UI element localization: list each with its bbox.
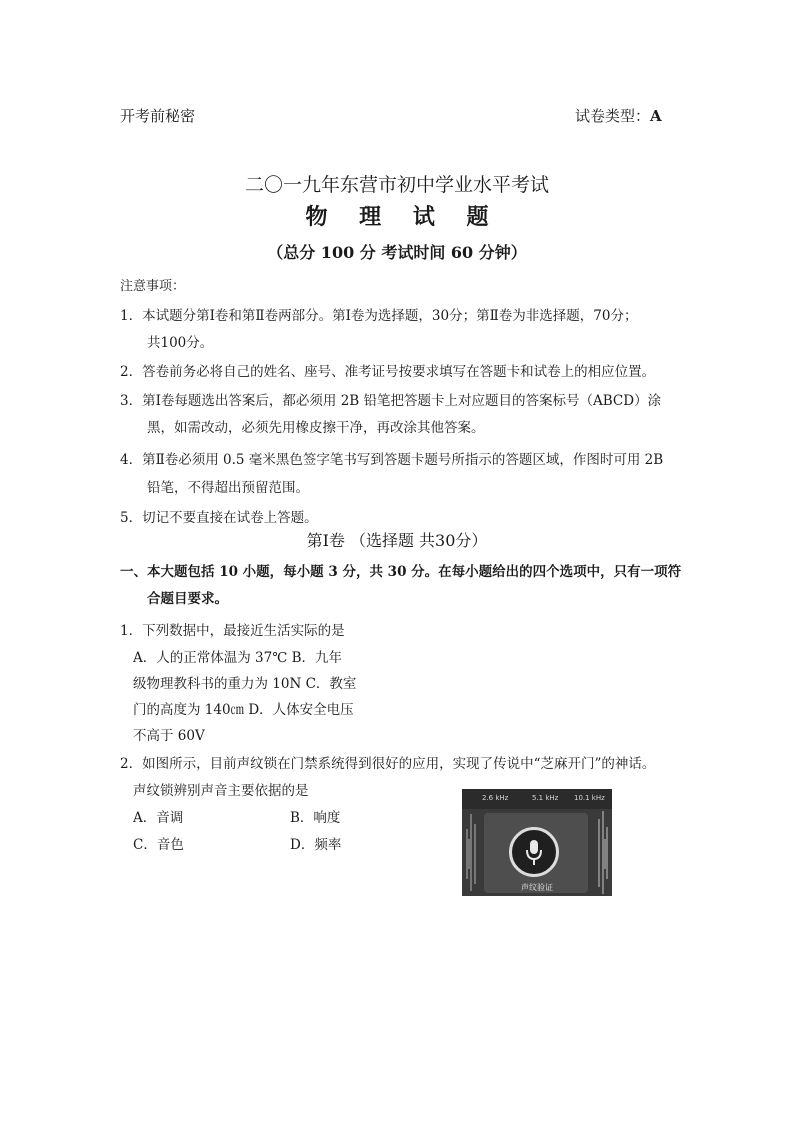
part-instructions-cont: 合题目要求。 xyxy=(147,591,228,607)
notice-line: 4．第Ⅱ卷必须用 0.5 毫米黑色签字笔书写到答题卡题号所指示的答题区域，作图时可用 2B xyxy=(120,452,664,468)
microphone-icon xyxy=(509,827,559,877)
paper-type-label: 试卷类型： xyxy=(575,107,651,125)
notice-line: 3．第Ⅰ卷每题选出答案后，都必须用 2B 铅笔把答题卡上对应题目的答案标号（ABCD）涂 xyxy=(120,393,662,409)
notice-line: 共100分。 xyxy=(147,335,214,351)
frequency-label: 10.1 kHz xyxy=(574,794,605,802)
paper-type-value: A xyxy=(650,107,662,125)
header-secret-label: 开考前秘密 xyxy=(120,107,196,125)
exam-info: （总分 100 分 考试时间 60 分钟） xyxy=(267,243,527,262)
notice-line: 黑，如需改动，必须先用橡皮擦干净，再改涂其他答案。 xyxy=(147,420,485,436)
frequency-bar xyxy=(462,789,612,809)
question-1-line: 不高于 60V xyxy=(133,728,205,744)
voiceprint-lock-figure xyxy=(462,789,612,896)
notice-line: 1．本试题分第Ⅰ卷和第Ⅱ卷两部分。第Ⅰ卷为选择题，30分；第Ⅱ卷为非选择题，70分； xyxy=(120,308,638,324)
question-1-line: 级物理教科书的重力为 10N C．教室 xyxy=(133,676,357,692)
frequency-label: 5.1 kHz xyxy=(532,794,559,802)
figure-caption: 声纹验证 xyxy=(521,883,553,892)
notice-line: 5．切记不要直接在试卷上答题。 xyxy=(120,510,318,526)
question-1-line: 门的高度为 140㎝ D．人体安全电压 xyxy=(133,702,354,718)
frequency-label: 2.6 kHz xyxy=(482,794,509,802)
notice-line: 铅笔，不得超出预留范围。 xyxy=(147,480,309,496)
question-2-option-c: C．音色 xyxy=(133,837,184,853)
question-1-stem: 1．下列数据中，最接近生活实际的是 xyxy=(120,623,345,639)
part-instructions: 一、本大题包括 10 小题，每小题 3 分，共 30 分。在每小题给出的四个选项中，只有一项符 xyxy=(120,564,682,580)
paper-type xyxy=(575,105,662,126)
section-title: 第Ⅰ卷 （选择题 共30分） xyxy=(306,531,488,550)
notice-heading: 注意事项： xyxy=(120,279,186,294)
exam-title: 二〇一九年东营市初中学业水平考试 xyxy=(244,174,549,196)
question-2-option-a: A．音调 xyxy=(133,810,184,826)
question-2-option-b: B．响度 xyxy=(290,810,341,826)
question-2-stem: 2．如图所示，目前声纹锁在门禁系统得到很好的应用，实现了传说中“芝麻开门”的神话。 xyxy=(120,756,656,772)
question-1-line: A．人的正常体温为 37℃ B．九年 xyxy=(133,650,343,666)
question-2-option-d: D．频率 xyxy=(290,837,342,853)
subject-title: 物 理 试 题 xyxy=(305,204,501,230)
notice-line: 2．答卷前务必将自己的姓名、座号、准考证号按要求填写在答题卡和试卷上的相应位置。 xyxy=(120,364,656,380)
question-2-stem-cont: 声纹锁辨别声音主要依据的是 xyxy=(133,783,309,799)
